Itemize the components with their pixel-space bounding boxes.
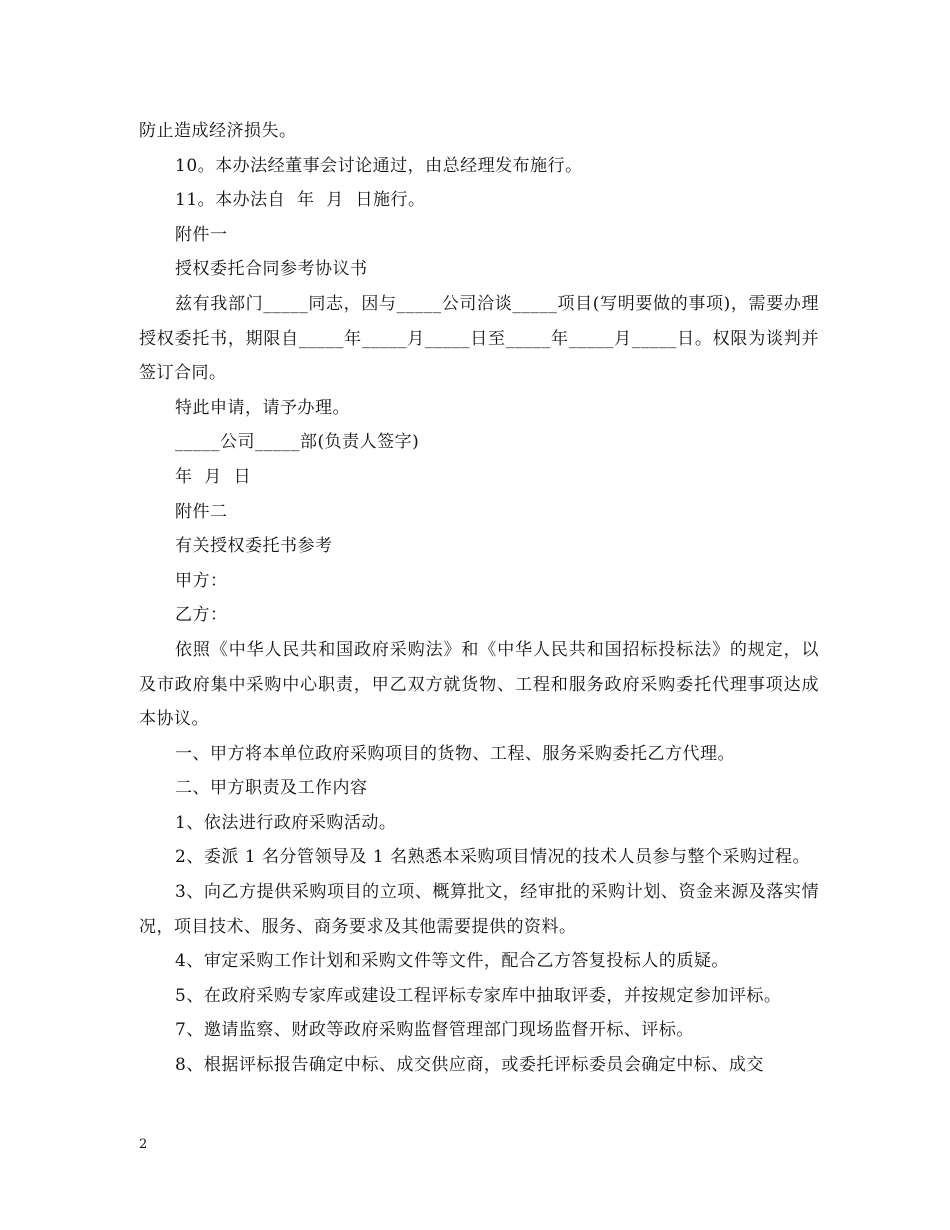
paragraph-3: 附件一 xyxy=(175,224,228,245)
paragraph-21: 7、邀请监察、财政等政府采购监督管理部门现场监督开标、评标。 xyxy=(175,1020,694,1041)
paragraph-0: 防止造成经济损失。 xyxy=(139,121,297,141)
paragraph-5: 兹有我部门_____同志，因与_____公司洽谈_____项目(写明要做的事项)，需要办理授权委托书，期限自_____年_____月_____日至_____年_____月_____日。权限为谈判并签订合同。 xyxy=(139,293,819,384)
paragraph-2: 11。本办法自 年 月 日施行。 xyxy=(175,190,426,211)
paragraph-1: 10。本办法经董事会讨论通过，由总经理发布施行。 xyxy=(175,155,583,176)
paragraph-6: 特此申请，请予办理。 xyxy=(175,397,350,418)
paragraph-4: 授权委托合同参考协议书 xyxy=(175,259,368,280)
page-number: 2 xyxy=(139,1137,148,1152)
paragraph-13: 依照《中华人民共和国政府采购法》和《中华人民共和国招标投标法》的规定，以及市政府集中采购中心职责，甲乙双方就货物、工程和服务政府采购委托代理事项达成本协议。 xyxy=(139,639,819,730)
paragraph-22: 8、根据评标报告确定中标、成交供应商，或委托评标委员会确定中标、成交 xyxy=(175,1055,764,1076)
paragraph-17: 2、委派 1 名分管领导及 1 名熟悉本采购项目情况的技术人员参与整个采购过程。 xyxy=(175,847,811,868)
paragraph-8: 年 月 日 xyxy=(175,466,252,487)
paragraph-20: 5、在政府采购专家库或建设工程评标专家库中抽取评委，并按规定参加评标。 xyxy=(175,985,782,1006)
paragraph-18: 3、向乙方提供采购项目的立项、概算批文，经审批的采购计划、资金来源及落实情况，项目技术、服务、商务要求及其他需要提供的资料。 xyxy=(139,882,819,937)
paragraph-12: 乙方： xyxy=(175,605,228,626)
paragraph-7: _____公司_____部(负责人签字) xyxy=(175,432,420,453)
paragraph-19: 4、审定采购工作计划和采购文件等文件，配合乙方答复投标人的质疑。 xyxy=(175,951,729,972)
paragraph-15: 二、甲方职责及工作内容 xyxy=(175,778,368,799)
paragraph-14: 一、甲方将本单位政府采购项目的货物、工程、服务采购委托乙方代理。 xyxy=(175,743,735,764)
paragraph-10: 有关授权委托书参考 xyxy=(175,536,333,557)
paragraph-16: 1、依法进行政府采购活动。 xyxy=(175,812,397,833)
paragraph-11: 甲方： xyxy=(175,570,228,591)
document-body xyxy=(139,114,819,1083)
paragraph-9: 附件二 xyxy=(175,501,228,522)
